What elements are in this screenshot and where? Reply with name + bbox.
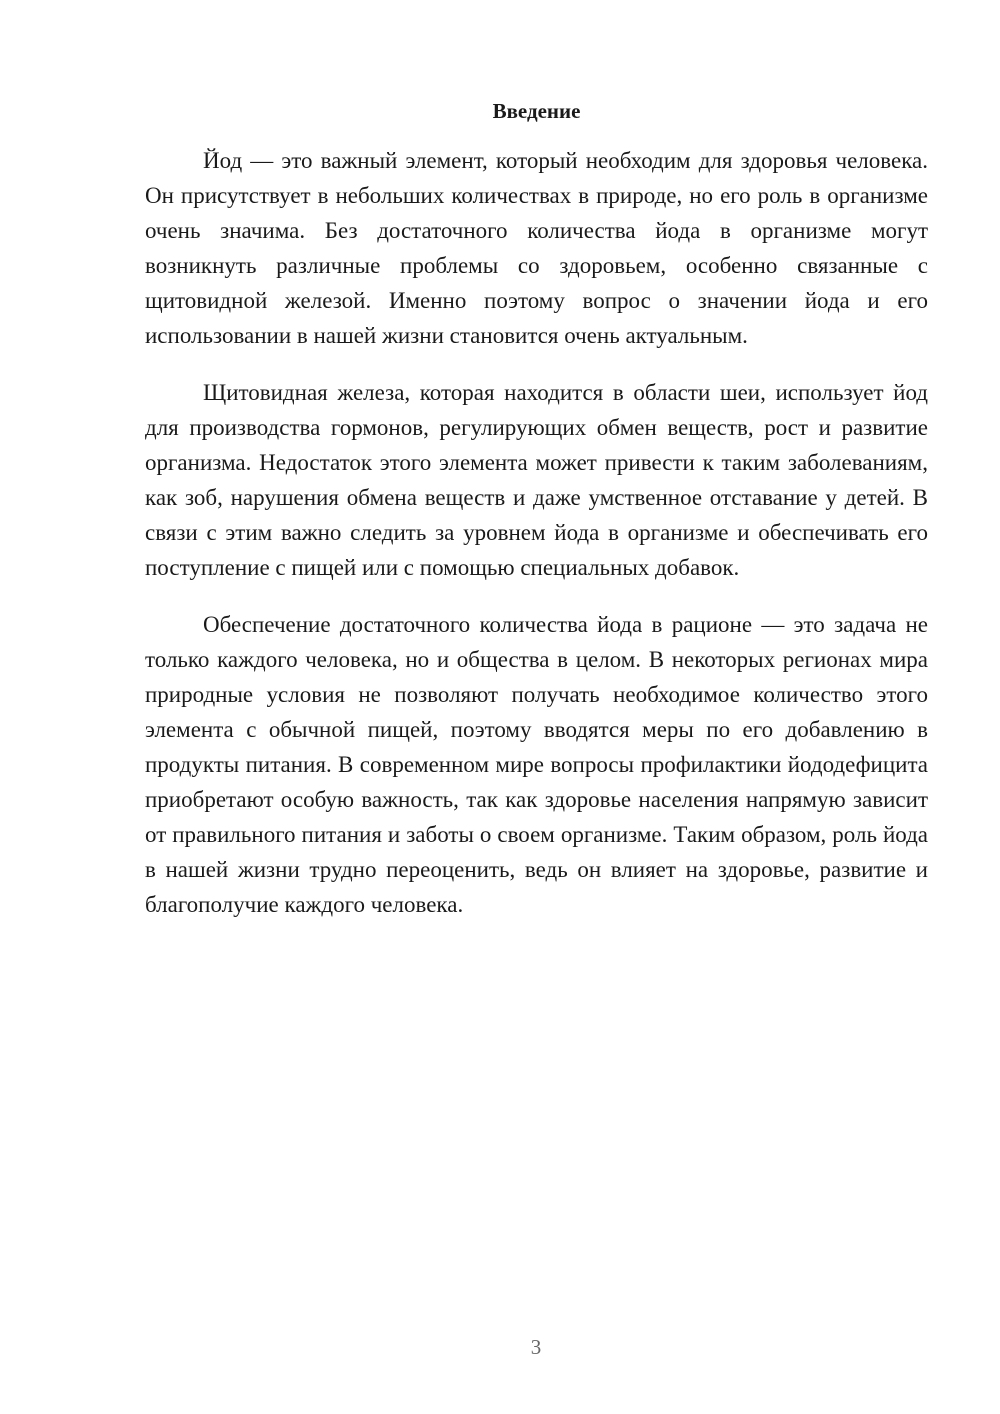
paragraph-2: Щитовидная железа, которая находится в области шеи, использует йод для производства гормонов, регулирующих обмен веществ, рост и развитие организма. Недостаток этого элемента может привести к таким заболеваниям, как зоб, нарушения обмена веществ и даже умственное отставание у детей. В связи с этим важно следить за уровнем йода в организме и обеспечивать его поступление с пищей или с помощью специальных добавок. (145, 380, 928, 580)
section-title: Введение (492, 99, 581, 123)
page-number: 3 (530, 1335, 542, 1359)
paragraph-1: Йод — это важный элемент, который необходим для здоровья человека. Он присутствует в небольших количествах в природе, но его роль в организме очень значима. Без достаточного количества йода в организме могут возникнуть различные проблемы со здоровьем, особенно связанные с щитовидной железой. Именно поэтому вопрос о значении йода и его использовании в нашей жизни становится очень актуальным. (145, 148, 928, 348)
paragraph-3: Обеспечение достаточного количества йода в рационе — это задача не только каждого человека, но и общества в целом. В некоторых регионах мира природные условия не позволяют получать необходимое количество этого элемента с обычной пищей, поэтому вводятся меры по его добавлению в продукты питания. В современном мире вопросы профилактики йододефицита приобретают особую важность, так как здоровье населения напрямую зависит от правильного питания и заботы о своем организме. Таким образом, роль йода в нашей жизни трудно переоценить, ведь он влияет на здоровье, развитие и благополучие каждого человека. (145, 612, 928, 917)
body-text (145, 143, 928, 944)
